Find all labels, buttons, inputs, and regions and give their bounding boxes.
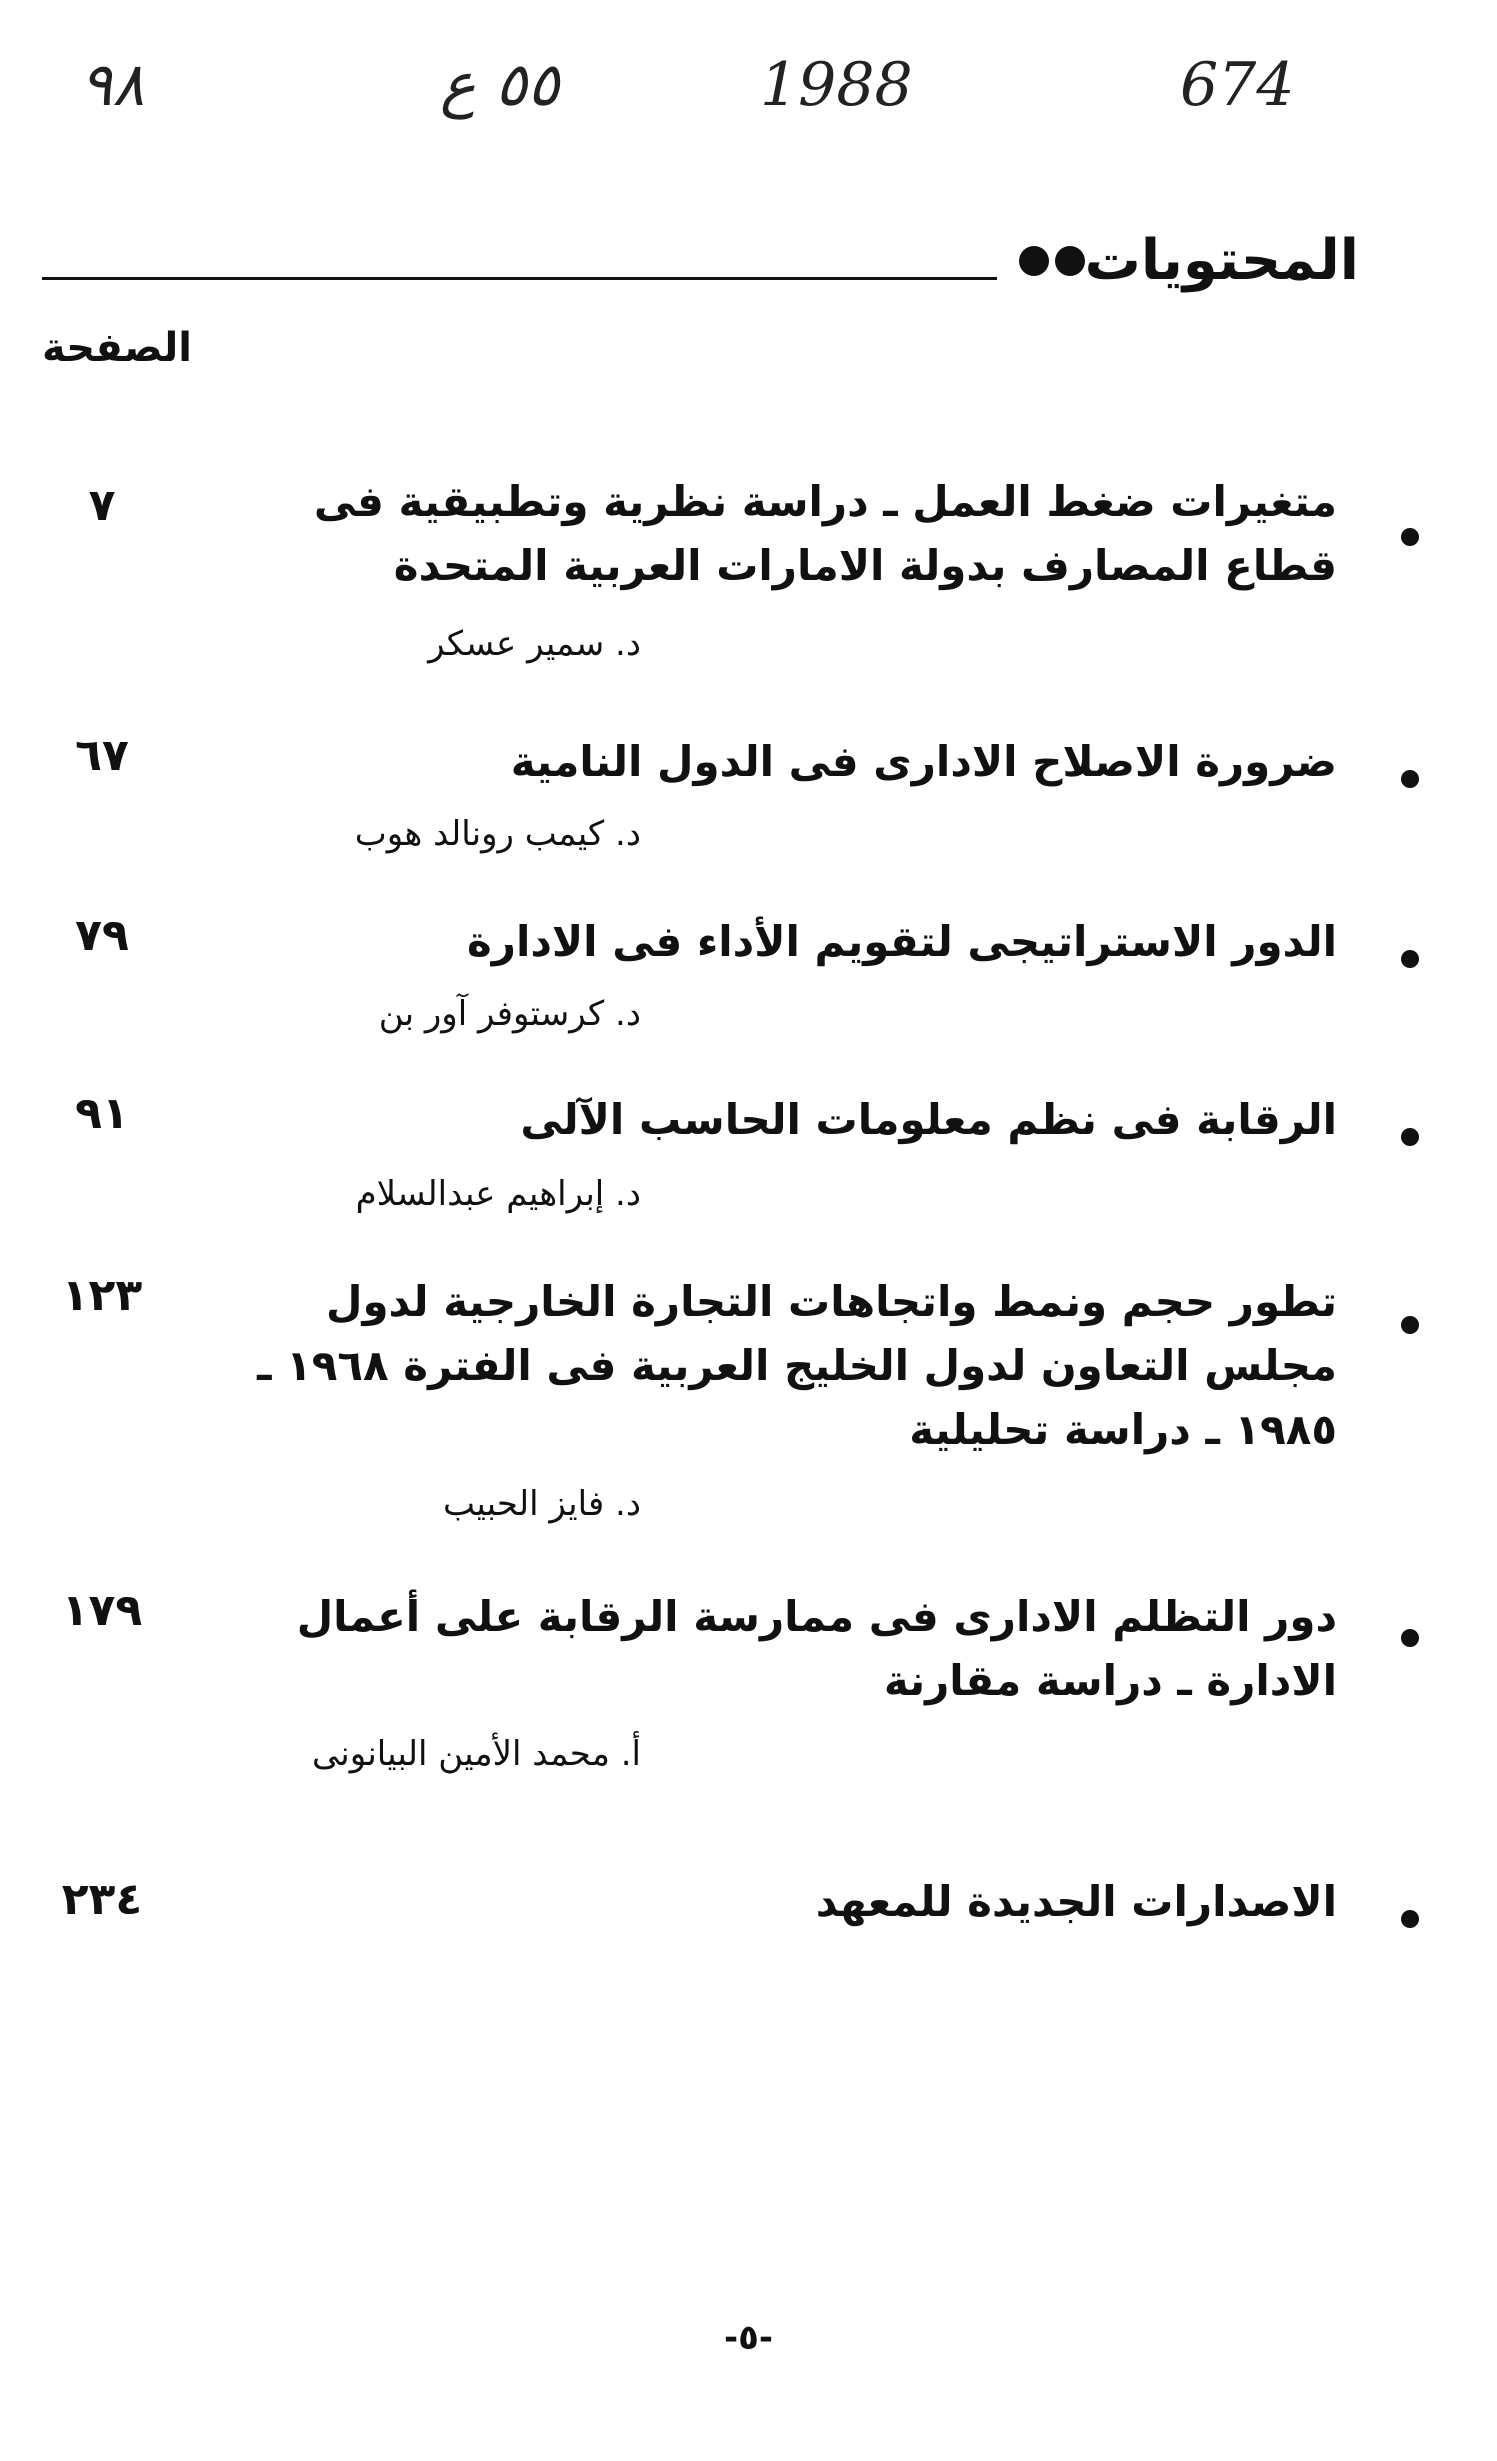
bullet-icon [1401,770,1419,788]
handwritten-note: ٥٥ ع [440,50,560,120]
entry-page-number: ٧ [88,480,116,531]
entry-author: د. كرستوفر آور بن [378,994,641,1034]
entry-page-number: ٧٩ [75,910,129,961]
handwritten-note: ٩٨ [80,50,145,120]
entry-page-number: ٩١ [75,1088,129,1139]
bullet-icon [1401,1128,1419,1146]
page-column-label: الصفحة [42,325,193,371]
entry-title: تطور حجم ونمط واتجاهات التجارة الخارجية لدول مجلس التعاون لدول الخليج العربية فى الفترة ١٩٦٨ ـ ١٩٨٥ ـ دراسة تحليلية [257,1277,1337,1454]
bullet-icon [1401,1629,1419,1647]
double-bullet-icon [1019,246,1085,276]
header-divider [42,277,997,280]
entry-title: متغيرات ضغط العمل ـ دراسة نظرية وتطبيقية فى قطاع المصارف بدولة الامارات العربية المتحدة [313,477,1337,590]
bullet-icon [1401,1910,1419,1928]
entry-title: الرقابة فى نظم معلومات الحاسب الآلى [520,1095,1337,1144]
entry-page-number: ١٢٣ [61,1270,143,1321]
bullet-icon [1401,528,1419,546]
entry-author: د. سمير عسكر [428,624,641,664]
handwritten-note: 674 [1180,50,1295,120]
entry-page-number: ١٧٩ [61,1585,143,1636]
entry-page-number: ٦٧ [75,730,129,781]
heading-text: المحتويات [1084,228,1359,293]
page-number-footer: -٥- [723,2318,773,2358]
contents-heading [997,228,1359,293]
entry-title: ضرورة الاصلاح الادارى فى الدول النامية [510,737,1337,786]
bullet-icon [1401,1316,1419,1334]
handwritten-note: 1988 [760,50,913,120]
entry-author: د. كيمب رونالد هوب [354,814,641,854]
entry-page-number: ٢٣٤ [61,1874,143,1925]
entry-author: د. فايز الحبيب [442,1484,641,1524]
entry-author: د. إبراهيم عبدالسلام [355,1174,641,1214]
entry-author: أ. محمد الأمين البيانونى [311,1734,641,1774]
entry-title: الدور الاستراتيجى لتقويم الأداء فى الادارة [466,917,1337,966]
entry-title: دور التظلم الادارى فى ممارسة الرقابة على أعمال الادارة ـ دراسة مقارنة [296,1592,1337,1705]
bullet-icon [1401,950,1419,968]
entry-title: الاصدارات الجديدة للمعهد [815,1877,1337,1926]
